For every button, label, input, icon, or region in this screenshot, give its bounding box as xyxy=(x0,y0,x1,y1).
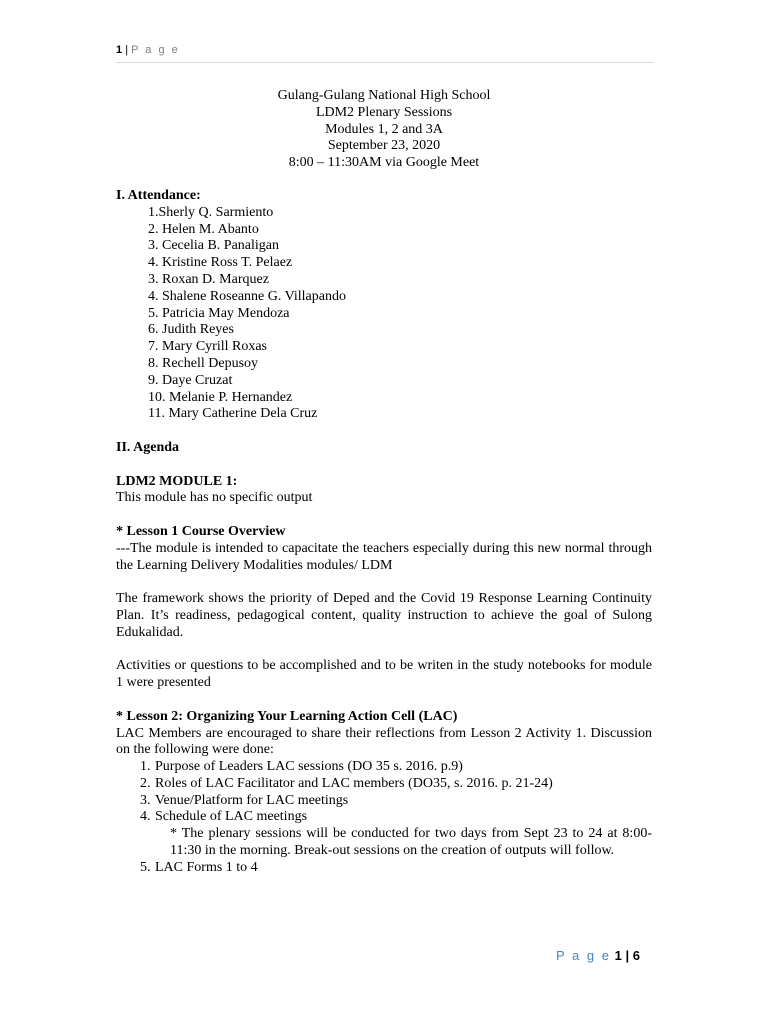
list-item: 4. Schedule of LAC meetings xyxy=(140,809,308,825)
attendee-item: 9. Daye Cruzat xyxy=(148,372,233,388)
attendee-item: 2. Helen M. Abanto xyxy=(148,221,259,237)
date-line: September 23, 2020 xyxy=(327,138,441,154)
list-item: 1. Purpose of Leaders LAC sessions (DO 35 s. 2016. p.9) xyxy=(140,759,463,775)
list-item: 2. Roles of LAC Facilitator and LAC members (DO35, s. 2016. p. 21-24) xyxy=(140,775,553,791)
lesson1-paragraph: The framework shows the priority of Deped and the Covid 19 Response Learning Continuity Plan. It’s readiness, pedagogical content, quality instruction to achieve the goal of Sulong Edukalidad. xyxy=(116,591,652,640)
schedule-note: * The plenary sessions will be conducted for two days from Sept 23 to 24 at 8:00-11:30 in the morning. Break-out sessions on the creation of outputs will follow. xyxy=(170,826,652,859)
attendee-item: 8. Rechell Depusoy xyxy=(148,355,259,371)
document-body xyxy=(116,188,652,877)
page-header xyxy=(116,44,654,63)
document-title-block xyxy=(116,88,652,172)
footer-current-page: 1 xyxy=(614,948,622,963)
footer-separator: | xyxy=(625,948,630,963)
list-item: 5. LAC Forms 1 to 4 xyxy=(140,859,258,875)
attendance-list xyxy=(116,205,652,423)
footer-page-word: P a g e xyxy=(556,948,611,963)
module1-description: This module has no specific output xyxy=(116,490,313,506)
attendee-item: 3. Roxan D. Marquez xyxy=(148,271,269,287)
attendance-heading: I. Attendance: xyxy=(116,188,201,203)
lesson1-paragraph: Activities or questions to be accomplished and to be writen in the study notebooks for module 1 were presented xyxy=(116,658,652,691)
modules-line: Modules 1, 2 and 3A xyxy=(325,121,443,137)
lesson2-discussion-list xyxy=(116,759,652,826)
footer-total-pages: 6 xyxy=(632,948,640,963)
lesson2-paragraph: LAC Members are encouraged to share their reflections from Lesson 2 Activity 1. Discussion on the following were done: xyxy=(116,725,652,758)
attendee-item: 3. Cecelia B. Panaligan xyxy=(148,238,280,254)
attendee-item: 4. Shalene Roseanne G. Villapando xyxy=(148,288,346,304)
page-footer xyxy=(556,948,640,963)
attendee-item: 11. Mary Catherine Dela Cruz xyxy=(148,406,318,422)
header-page-number: 1 xyxy=(116,44,123,56)
attendee-item: 7. Mary Cyrill Roxas xyxy=(148,339,267,355)
list-item: 3. Venue/Platform for LAC meetings xyxy=(140,792,349,808)
attendee-item: 10. Melanie P. Hernandez xyxy=(148,389,293,405)
session-title: LDM2 Plenary Sessions xyxy=(315,104,453,120)
lesson2-heading: * Lesson 2: Organizing Your Learning Action Cell (LAC) xyxy=(116,708,458,724)
lesson1-heading: * Lesson 1 Course Overview xyxy=(116,523,286,539)
lesson2-discussion-list-cont xyxy=(116,860,652,877)
attendee-item: 5. Patricia May Mendoza xyxy=(148,305,290,321)
attendee-item: 4. Kristine Ross T. Pelaez xyxy=(148,255,293,271)
header-page-word: P a g e xyxy=(131,44,180,56)
header-separator: | xyxy=(125,44,129,56)
attendee-item: 1.Sherly Q. Sarmiento xyxy=(148,204,274,220)
lesson1-paragraph: ---The module is intended to capacitate the teachers especially during this new normal through the Learning Delivery Modalities modules/ LDM xyxy=(116,540,652,573)
school-name: Gulang-Gulang National High School xyxy=(277,88,491,103)
time-line: 8:00 – 11:30AM via Google Meet xyxy=(288,155,480,171)
attendee-item: 6. Judith Reyes xyxy=(148,322,234,338)
module1-heading: LDM2 MODULE 1: xyxy=(116,473,238,489)
agenda-heading: II. Agenda xyxy=(116,439,180,455)
